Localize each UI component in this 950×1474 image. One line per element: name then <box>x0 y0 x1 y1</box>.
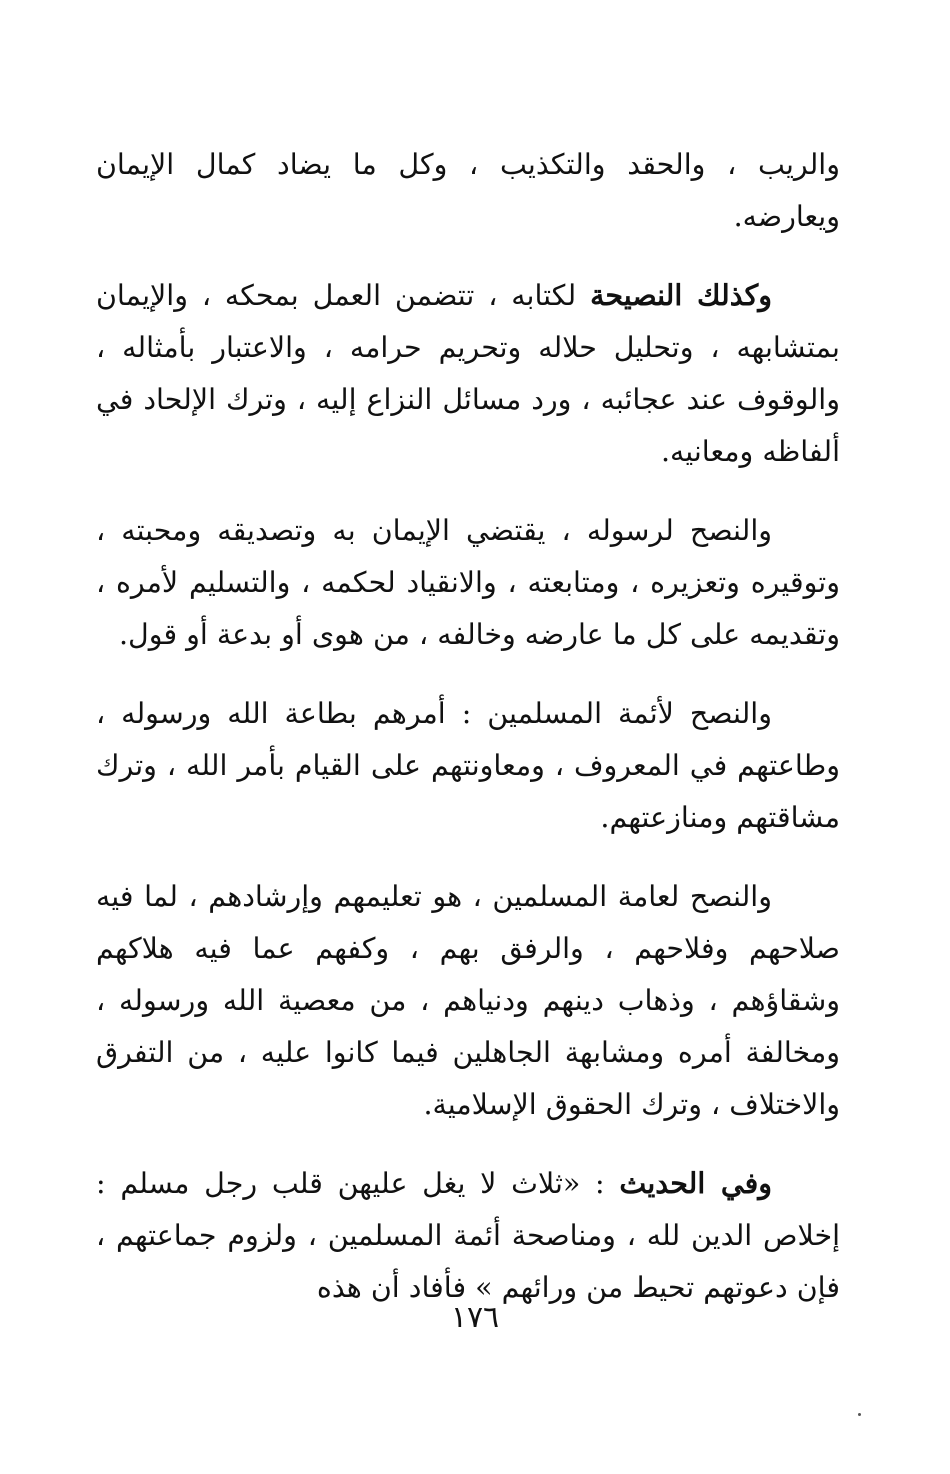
paragraph-5 <box>96 870 840 1131</box>
paragraph-3-text: والنصح لرسوله ، يقتضي الإيمان به وتصديقه ومحبته ، وتوقيره وتعزيره ، ومتابعته ، والانقياد لحكمه ، والتسليم لأمره ، وتقديمه على كل ما عارضه وخالفه ، من هوى أو بدعة أو قول. <box>96 514 840 651</box>
paragraph-1 <box>96 138 840 243</box>
paragraph-2 <box>96 269 840 478</box>
paragraph-3 <box>96 504 840 661</box>
page-number: ١٧٦ <box>450 1300 500 1335</box>
page-body <box>96 138 840 1340</box>
paragraph-4-text: والنصح لأئمة المسلمين : أمرهم بطاعة الله ورسوله ، وطاعتهم في المعروف ، ومعاونتهم على القيام بأمر الله ، وترك مشاقتهم ومنازعتهم. <box>96 697 840 834</box>
paragraph-1-text: والريب ، والحقد والتكذيب ، وكل ما يضاد كمال الإيمان ويعارضه. <box>96 148 840 233</box>
paragraph-2-text: لكتابه ، تتضمن العمل بمحكه ، والإيمان بمتشابهه ، وتحليل حلاله وتحريم حرامه ، والاعتبار بأمثاله ، والوقوف عند عجائبه ، ورد مسائل النزاع إليه ، وترك الإلحاد في ألفاظه ومعانيه. <box>96 279 840 468</box>
paragraph-6 <box>96 1157 840 1314</box>
scan-speck <box>858 1413 861 1416</box>
paragraph-6-text: : «ثلاث لا يغل عليهن قلب رجل مسلم : إخلاص الدين لله ، ومناصحة أئمة المسلمين ، ولزوم جماعتهم ، فإن دعوتهم تحيط من ورائهم » فأفاد أن هذه <box>96 1167 840 1304</box>
paragraph-2-lead: وكذلك النصيحة <box>590 278 773 312</box>
paragraph-6-lead: وفي الحديث <box>619 1166 772 1200</box>
paragraph-5-text: والنصح لعامة المسلمين ، هو تعليمهم وإرشادهم ، لما فيه صلاحهم وفلاحهم ، والرفق بهم ، وكفهم عما فيه هلاكهم وشقاؤهم ، وذهاب دينهم ودنياهم ، من معصية الله ورسوله ، ومخالفة أمره ومشابهة الجاهلين فيما كانوا عليه ، من التفرق والاختلاف ، وترك الحقوق الإسلامية. <box>96 880 840 1121</box>
paragraph-4 <box>96 687 840 844</box>
